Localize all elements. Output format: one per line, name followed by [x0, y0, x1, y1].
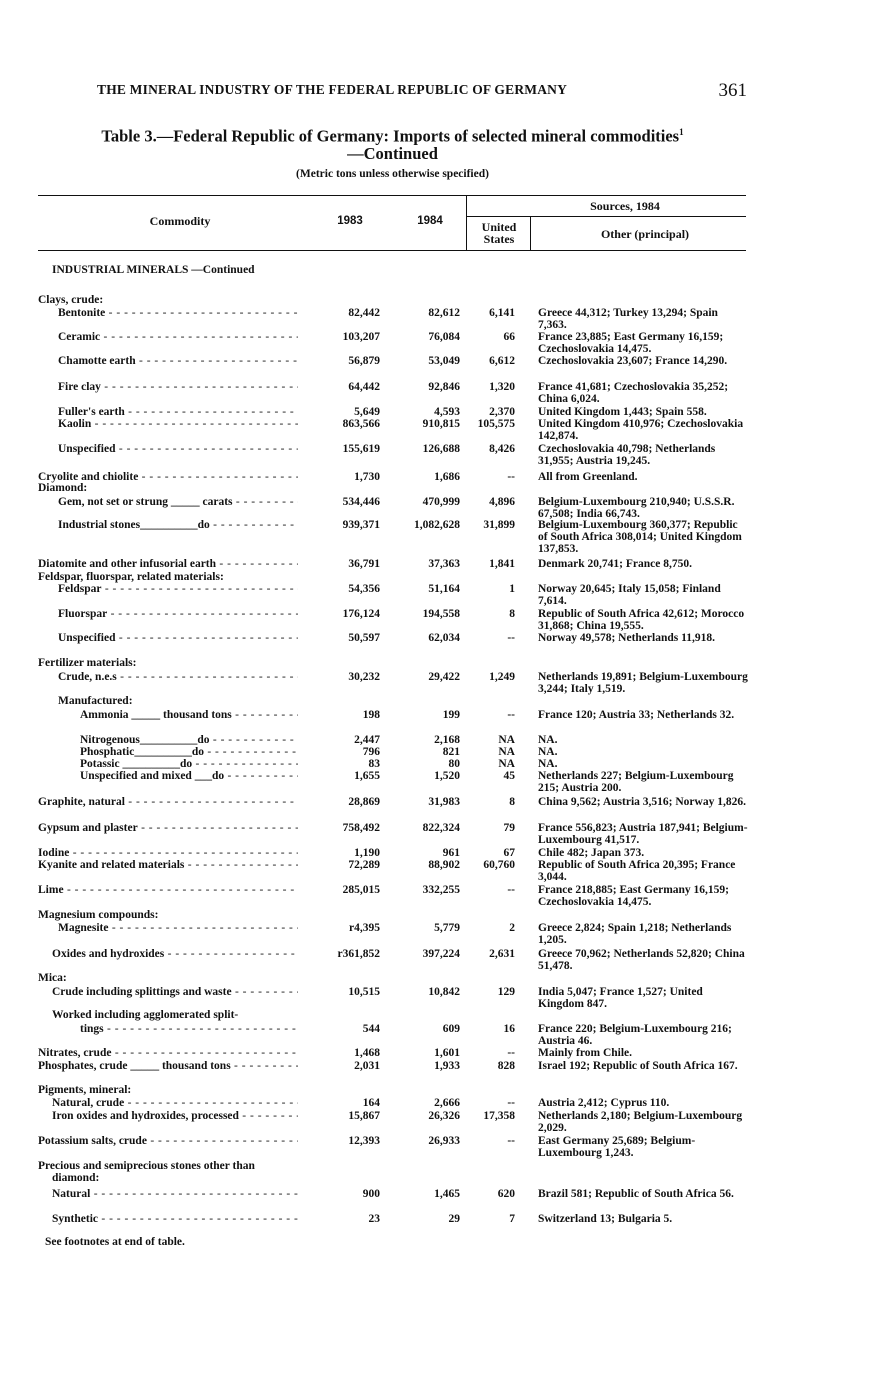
other-sources-cell: Greece 70,962; Netherlands 52,820; China 51,478.	[538, 948, 745, 972]
united-states-cell: --	[507, 1047, 515, 1059]
commodity-cell: Crude including splittings and waste - - -	[52, 986, 298, 998]
value-1984-cell: 609	[442, 1023, 460, 1035]
united-states-cell: 67	[503, 847, 515, 859]
commodity-cell: Kaolin - - -	[58, 418, 298, 430]
value-1983-cell: 2,031	[354, 1060, 380, 1072]
united-states-cell: 16	[503, 1023, 515, 1035]
table-title-line2: —Continued	[347, 143, 438, 163]
united-states-cell: 4,896	[489, 496, 515, 508]
united-states-cell: 8	[509, 608, 515, 620]
other-sources-cell: NA.	[538, 734, 558, 746]
value-1983-cell: 155,619	[342, 443, 380, 455]
commodity-cell: Natural, crude - - -	[52, 1097, 298, 1109]
united-states-cell: 2,631	[489, 948, 515, 960]
value-1983-cell: 176,124	[342, 608, 380, 620]
value-1983-cell: r4,395	[349, 922, 380, 934]
united-states-cell: 7	[509, 1213, 515, 1225]
value-1984-cell: 37,363	[428, 558, 460, 570]
other-sources-cell: Denmark 20,741; France 8,750.	[538, 558, 692, 570]
other-sources-cell: Belgium-Luxembourg 360,377; Republic of South Africa 308,014; United Kingdom 137,853.	[538, 519, 742, 555]
other-sources-cell: France 220; Belgium-Luxembourg 216; Austria 46.	[538, 1023, 732, 1047]
united-states-cell: 1	[509, 583, 515, 595]
united-states-cell: 31,899	[483, 519, 515, 531]
commodity-cell: Feldspar, fluorspar, related materials:	[38, 571, 224, 583]
commodity-cell: Clays, crude:	[38, 294, 104, 306]
commodity-cell: Manufactured:	[58, 695, 133, 707]
other-sources-cell: Mainly from Chile.	[538, 1047, 633, 1059]
commodity-cell: Diamond:	[38, 482, 88, 494]
other-sources-cell: France 218,885; East Germany 16,159; Czechoslovakia 14,475.	[538, 884, 729, 908]
other-sources-cell: China 9,562; Austria 3,516; Norway 1,826.	[538, 796, 746, 808]
value-1983-cell: 544	[362, 1023, 380, 1035]
other-sources-cell: All from Greenland.	[538, 471, 638, 483]
other-sources-cell: France 556,823; Austria 187,941; Belgium-Luxembourg 41,517.	[538, 822, 748, 846]
commodity-cell: Fertilizer materials:	[38, 657, 137, 669]
united-states-cell: --	[507, 1097, 515, 1109]
value-1984-cell: 470,999	[422, 496, 460, 508]
commodity-cell: Gypsum and plaster - - -	[38, 822, 298, 834]
value-1983-cell: 164	[362, 1097, 380, 1109]
value-1984-cell: 961	[442, 847, 460, 859]
commodity-cell: Precious and semiprecious stones other than	[38, 1160, 255, 1172]
commodity-cell: Unspecified - - -	[58, 443, 298, 455]
header-commodity: Commodity	[149, 214, 211, 228]
value-1983-cell: 1,190	[354, 847, 380, 859]
value-1984-cell: 31,983	[428, 796, 460, 808]
other-sources-cell: Republic of South Africa 42,612; Morocco 31,868; China 19,555.	[538, 608, 745, 632]
value-1983-cell: 82,442	[348, 307, 380, 319]
united-states-cell: 1,320	[489, 381, 515, 393]
value-1984-cell: 53,049	[428, 355, 460, 367]
value-1984-cell: 194,558	[422, 608, 460, 620]
value-1983-cell: 1,730	[354, 471, 380, 483]
commodity-cell: Fuller's earth - - -	[58, 406, 298, 418]
other-sources-cell: Czechoslovakia 40,798; Netherlands 31,955; Austria 19,245.	[538, 443, 716, 467]
commodity-cell: Nitrates, crude - - -	[38, 1047, 298, 1059]
united-states-cell: 828	[497, 1060, 515, 1072]
commodity-cell: Iodine - - -	[38, 847, 298, 859]
header-us-line2: States	[483, 232, 515, 246]
other-sources-cell: Greece 2,824; Spain 1,218; Netherlands 1,205.	[538, 922, 732, 946]
commodity-cell: Potassic __________do - - -	[80, 758, 298, 770]
other-sources-cell: East Germany 25,689; Belgium-Luxembourg 1,243.	[538, 1135, 696, 1159]
commodity-cell: Pigments, mineral:	[38, 1084, 132, 1096]
other-sources-cell: France 41,681; Czechoslovakia 35,252; China 6,024.	[538, 381, 729, 405]
united-states-cell: 1,841	[489, 558, 515, 570]
commodity-cell: Phosphatic__________do - - -	[80, 746, 298, 758]
page-number: 361	[718, 80, 747, 101]
other-sources-cell: Republic of South Africa 20,395; France 3,044.	[538, 859, 736, 883]
other-sources-cell: France 120; Austria 33; Netherlands 32.	[538, 709, 735, 721]
value-1984-cell: 5,779	[434, 922, 460, 934]
value-1984-cell: 92,846	[428, 381, 460, 393]
united-states-cell: --	[507, 884, 515, 896]
united-states-cell: 8	[509, 796, 515, 808]
value-1983-cell: 15,867	[348, 1110, 380, 1122]
value-1983-cell: 28,869	[348, 796, 380, 808]
other-sources-cell: Netherlands 2,180; Belgium-Luxembourg 2,029.	[538, 1110, 743, 1134]
value-1983-cell: 103,207	[342, 331, 380, 343]
united-states-cell: 105,575	[477, 418, 515, 430]
commodity-cell: Synthetic - - -	[52, 1213, 298, 1225]
united-states-cell: 66	[503, 331, 515, 343]
table-footnote: See footnotes at end of table.	[45, 1236, 185, 1248]
header-other: Other (principal)	[600, 227, 690, 241]
value-1984-cell: 1,601	[434, 1047, 460, 1059]
table-title-line1: Table 3.—Federal Republic of Germany: Imports of selected mineral commodities	[101, 126, 680, 146]
other-sources-cell: Norway 20,645; Italy 15,058; Finland 7,614.	[538, 583, 721, 607]
value-1984-cell: 397,224	[422, 948, 460, 960]
united-states-cell: 6,141	[489, 307, 515, 319]
commodity-cell: Ammonia _____ thousand tons - - -	[80, 709, 298, 721]
value-1983-cell: 50,597	[348, 632, 380, 644]
united-states-cell: 2,370	[489, 406, 515, 418]
value-1983-cell: 2,447	[354, 734, 380, 746]
commodity-cell: Industrial stones__________do - - -	[58, 519, 298, 531]
united-states-cell: 129	[497, 986, 515, 998]
commodity-cell: Feldspar - - -	[58, 583, 298, 595]
value-1983-cell: 534,446	[342, 496, 380, 508]
value-1983-cell: 56,879	[348, 355, 380, 367]
value-1984-cell: 1,520	[434, 770, 460, 782]
other-sources-cell: France 23,885; East Germany 16,159; Czechoslovakia 14,475.	[538, 331, 724, 355]
other-sources-cell: Brazil 581; Republic of South Africa 56.	[538, 1188, 734, 1200]
value-1983-cell: 198	[362, 709, 380, 721]
other-sources-cell: United Kingdom 1,443; Spain 558.	[538, 406, 707, 418]
other-sources-cell: Belgium-Luxembourg 210,940; U.S.S.R. 67,508; India 66,743.	[538, 496, 735, 520]
value-1983-cell: 900	[362, 1188, 380, 1200]
value-1983-cell: 285,015	[342, 884, 380, 896]
commodity-cell: Unspecified - - -	[58, 632, 298, 644]
value-1984-cell: 2,168	[434, 734, 460, 746]
commodity-cell: Potassium salts, crude - - -	[38, 1135, 298, 1147]
commodity-cell: Fire clay - - -	[58, 381, 298, 393]
other-sources-cell: Chile 482; Japan 373.	[538, 847, 645, 859]
united-states-cell: 17,358	[483, 1110, 515, 1122]
commodity-cell: Magnesium compounds:	[38, 909, 159, 921]
header-us-line1: United	[481, 220, 517, 234]
value-1983-cell: 796	[362, 746, 380, 758]
value-1984-cell: 1,465	[434, 1188, 460, 1200]
commodity-cell: Magnesite - - -	[58, 922, 298, 934]
other-sources-cell: Netherlands 19,891; Belgium-Luxembourg 3,244; Italy 1,519.	[538, 671, 748, 695]
other-sources-cell: NA.	[538, 758, 558, 770]
value-1983-cell: 939,371	[342, 519, 380, 531]
united-states-cell: NA	[498, 758, 515, 770]
value-1984-cell: 29	[448, 1213, 460, 1225]
value-1984-cell: 29,422	[428, 671, 460, 683]
value-1983-cell: 72,289	[348, 859, 380, 871]
value-1984-cell: 822,324	[422, 822, 460, 834]
commodity-cell: Gem, not set or strung _____ carats - - -	[58, 496, 298, 508]
united-states-cell: 620	[497, 1188, 515, 1200]
commodity-cell: Mica:	[38, 972, 67, 984]
value-1983-cell: 36,791	[348, 558, 380, 570]
united-states-cell: NA	[498, 746, 515, 758]
value-1984-cell: 199	[442, 709, 460, 721]
value-1984-cell: 1,933	[434, 1060, 460, 1072]
united-states-cell: 1,249	[489, 671, 515, 683]
value-1984-cell: 82,612	[428, 307, 460, 319]
commodity-cell: Worked including agglomerated split-	[52, 1009, 239, 1021]
other-sources-cell: United Kingdom 410,976; Czechoslovakia 142,874.	[538, 418, 744, 442]
value-1984-cell: 80	[448, 758, 460, 770]
other-sources-cell: Israel 192; Republic of South Africa 167.	[538, 1060, 738, 1072]
united-states-cell: 8,426	[489, 443, 515, 455]
running-head-title: THE MINERAL INDUSTRY OF THE FEDERAL REPUBLIC OF GERMANY	[97, 82, 568, 97]
other-sources-cell: Czechoslovakia 23,607; France 14,290.	[538, 355, 728, 367]
value-1983-cell: 83	[368, 758, 380, 770]
value-1984-cell: 1,686	[434, 471, 460, 483]
other-sources-cell: Norway 49,578; Netherlands 11,918.	[538, 632, 715, 644]
value-1983-cell: 758,492	[342, 822, 380, 834]
value-1983-cell: 23	[368, 1213, 380, 1225]
commodity-cell: Lime - - -	[38, 884, 298, 896]
header-1984: 1984	[417, 215, 443, 227]
commodity-cell: Cryolite and chiolite - - -	[38, 471, 298, 483]
value-1983-cell: 863,566	[342, 418, 380, 430]
other-sources-cell: NA.	[538, 746, 558, 758]
united-states-cell: --	[507, 709, 515, 721]
commodity-cell: Bentonite - - -	[58, 307, 298, 319]
value-1984-cell: 26,933	[428, 1135, 460, 1147]
value-1983-cell: 64,442	[348, 381, 380, 393]
other-sources-cell: India 5,047; France 1,527; United Kingdom 847.	[538, 986, 703, 1010]
table-subtitle: (Metric tons unless otherwise specified)	[296, 168, 489, 180]
commodity-cell: Nitrogenous__________do - - -	[80, 734, 298, 746]
title-footnote-mark: 1	[679, 127, 684, 137]
commodity-cell: Crude, n.e.s - - -	[58, 671, 298, 683]
value-1984-cell: 4,593	[434, 406, 460, 418]
value-1984-cell: 26,326	[428, 1110, 460, 1122]
value-1984-cell: 76,084	[428, 331, 460, 343]
united-states-cell: --	[507, 632, 515, 644]
commodity-cell: Iron oxides and hydroxides, processed - - -	[52, 1110, 298, 1122]
commodity-cell: tings - - -	[80, 1023, 298, 1035]
value-1984-cell: 1,082,628	[414, 519, 460, 531]
header-1983: 1983	[337, 215, 363, 227]
value-1983-cell: 5,649	[354, 406, 380, 418]
commodity-cell: Kyanite and related materials - - -	[38, 859, 298, 871]
commodity-cell: Ceramic - - -	[58, 331, 298, 343]
commodity-cell: Fluorspar - - -	[58, 608, 298, 620]
value-1984-cell: 62,034	[428, 632, 460, 644]
united-states-cell: 45	[503, 770, 515, 782]
commodity-cell: Oxides and hydroxides - - -	[52, 948, 298, 960]
value-1984-cell: 821	[442, 746, 460, 758]
value-1983-cell: 1,655	[354, 770, 380, 782]
value-1983-cell: 12,393	[348, 1135, 380, 1147]
commodity-cell: INDUSTRIAL MINERALS —Continued	[52, 264, 255, 276]
commodity-cell: Unspecified and mixed ___do - - -	[80, 770, 298, 782]
value-1984-cell: 51,164	[428, 583, 460, 595]
united-states-cell: --	[507, 471, 515, 483]
commodity-cell: Diatomite and other infusorial earth - - -	[38, 558, 298, 570]
value-1984-cell: 10,842	[428, 986, 460, 998]
commodity-cell: diamond:	[52, 1172, 100, 1184]
value-1983-cell: 10,515	[348, 986, 380, 998]
header-sources: Sources, 1984	[590, 199, 660, 213]
value-1984-cell: 332,255	[422, 884, 460, 896]
value-1984-cell: 2,666	[434, 1097, 460, 1109]
united-states-cell: 6,612	[489, 355, 515, 367]
commodity-cell: Phosphates, crude _____ thousand tons - - -	[38, 1060, 298, 1072]
value-1983-cell: r361,852	[337, 948, 380, 960]
united-states-cell: --	[507, 1135, 515, 1147]
commodity-cell: Graphite, natural - - -	[38, 796, 298, 808]
commodity-cell: Chamotte earth - - -	[58, 355, 298, 367]
united-states-cell: 2	[509, 922, 515, 934]
other-sources-cell: Netherlands 227; Belgium-Luxembourg 215; Austria 200.	[538, 770, 734, 794]
other-sources-cell: Switzerland 13; Bulgaria 5.	[538, 1213, 673, 1225]
commodity-cell: Natural - - -	[52, 1188, 298, 1200]
united-states-cell: 79	[503, 822, 515, 834]
value-1984-cell: 126,688	[422, 443, 460, 455]
united-states-cell: 60,760	[483, 859, 515, 871]
united-states-cell: NA	[498, 734, 515, 746]
value-1983-cell: 30,232	[348, 671, 380, 683]
value-1983-cell: 54,356	[348, 583, 380, 595]
value-1984-cell: 910,815	[422, 418, 460, 430]
value-1984-cell: 88,902	[428, 859, 460, 871]
value-1983-cell: 1,468	[354, 1047, 380, 1059]
other-sources-cell: Greece 44,312; Turkey 13,294; Spain 7,363.	[538, 307, 718, 331]
other-sources-cell: Austria 2,412; Cyprus 110.	[538, 1097, 670, 1109]
